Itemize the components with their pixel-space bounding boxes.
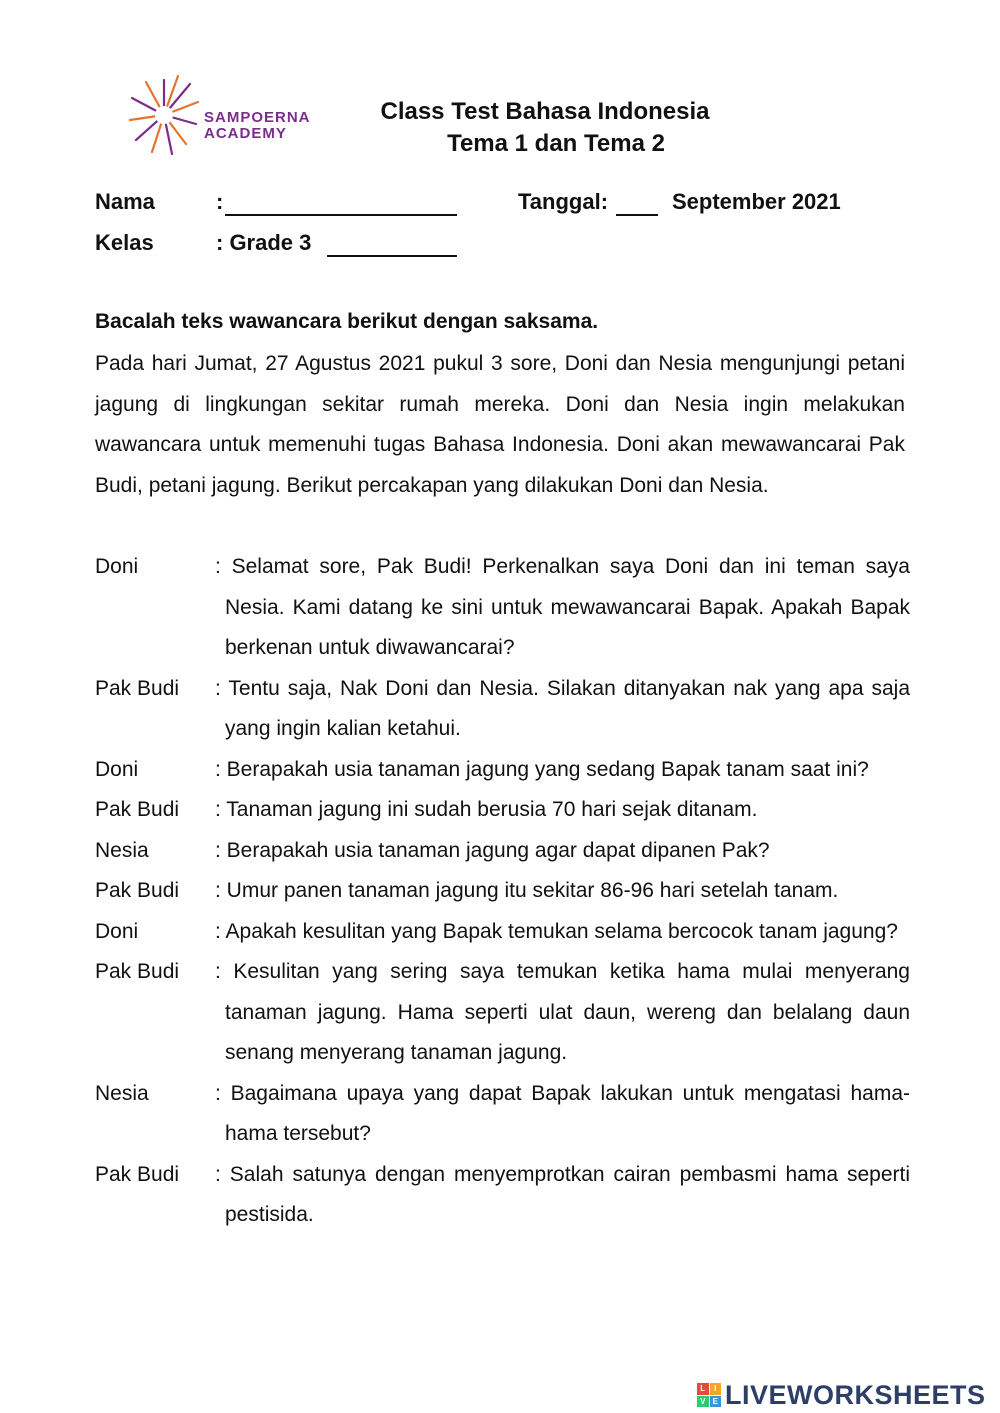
logo-letter: E	[710, 1396, 722, 1408]
liveworksheets-logo-icon	[697, 1383, 721, 1407]
speaker-name: Pak Budi	[95, 879, 180, 902]
class-label: Kelas	[95, 230, 154, 255]
dialogue-text: : Kesulitan yang sering saya temukan ketika hama mulai menyerang tanaman jagung. Hama seperti ulat daun, wereng dan belalang daun senang menyerang tanaman jagung.	[215, 960, 910, 1064]
dialogue-text: : Tentu saja, Nak Doni dan Nesia. Silakan ditanyakan nak yang apa saja yang ingin kalian ketahui.	[215, 676, 910, 740]
dialogue-line	[95, 547, 910, 669]
dialogue-text: : Tanaman jagung ini sudah berusia 70 hari sejak ditanam.	[215, 798, 758, 821]
dialogue-text: : Berapakah usia tanaman jagung yang sedang Bapak tanam saat ini?	[215, 757, 869, 781]
logo-line2: ACADEMY	[204, 125, 287, 142]
dialogue-line	[95, 912, 910, 953]
dialogue-line	[95, 1074, 910, 1155]
dialogue-text: : Umur panen tanaman jagung itu sekitar 86-96 hari setelah tanam.	[215, 879, 839, 902]
class-row	[95, 229, 915, 259]
watermark-text: LIVEWORKSHEETS	[725, 1379, 986, 1410]
title-line2: Tema 1 dan Tema 2	[447, 130, 665, 157]
date-label: Tanggal:	[518, 189, 609, 214]
title-line1: Class Test Bahasa Indonesia	[380, 98, 710, 125]
instruction-heading: Bacalah teks wawancara berikut dengan saksama.	[95, 310, 599, 333]
dialogue-line	[95, 750, 910, 791]
dialogue-line	[95, 952, 910, 1074]
dialogue-text: : Berapakah usia tanaman jagung agar dapat dipanen Pak?	[215, 838, 770, 862]
liveworksheets-watermark	[697, 1378, 986, 1412]
interview-dialogue	[95, 547, 910, 1236]
sampoerna-academy-logo	[126, 72, 326, 158]
class-field[interactable]	[327, 233, 457, 257]
dialogue-text: : Apakah kesulitan yang Bapak temukan selama bercocok tanam jagung?	[215, 919, 898, 943]
page-title	[330, 96, 760, 160]
dialogue-line	[95, 1155, 910, 1236]
speaker-name: Doni	[95, 555, 139, 578]
speaker-name: Pak Budi	[95, 960, 180, 983]
dialogue-line	[95, 831, 910, 872]
speaker-name: Doni	[95, 757, 139, 781]
intro-paragraph: Pada hari Jumat, 27 Agustus 2021 pukul 3 sore, Doni dan Nesia mengunjungi petani jagung di lingkungan sekitar rumah mereka. Doni dan Nesia ingin melakukan wawancara untuk memenuhi tugas Bahasa Indonesia. Doni akan mewawancarai Pak Budi, petani jagung. Berikut percakapan yang dilakukan Doni dan Nesia.	[95, 352, 905, 497]
dialogue-text: : Bagaimana upaya yang dapat Bapak lakukan untuk mengatasi hama-hama tersebut?	[215, 1081, 910, 1145]
name-date-row	[95, 188, 915, 218]
logo-letter: I	[710, 1383, 722, 1395]
dialogue-line	[95, 669, 910, 750]
logo-letter: L	[697, 1383, 709, 1395]
name-label: Nama	[95, 189, 155, 214]
speaker-name: Pak Budi	[95, 798, 180, 821]
date-value: September 2021	[672, 189, 841, 214]
class-value: : Grade 3	[216, 230, 312, 255]
speaker-name: Pak Budi	[95, 1162, 180, 1186]
date-day-field[interactable]	[616, 192, 658, 216]
name-field[interactable]	[225, 192, 457, 216]
speaker-name: Pak Budi	[95, 676, 180, 700]
name-colon: :	[216, 189, 224, 214]
speaker-name: Nesia	[95, 1081, 149, 1105]
starburst-icon	[126, 72, 202, 158]
dialogue-line	[95, 871, 910, 912]
logo-letter: V	[697, 1396, 709, 1408]
logo-line1: SAMPOERNA	[204, 109, 311, 126]
dialogue-text: : Selamat sore, Pak Budi! Perkenalkan saya Doni dan ini teman saya Nesia. Kami datang ke sini untuk mewawancarai Bapak. Apakah Bapak berkenan untuk diwawancarai?	[215, 555, 910, 659]
speaker-name: Nesia	[95, 838, 149, 862]
speaker-name: Doni	[95, 919, 139, 943]
dialogue-text: : Salah satunya dengan menyemprotkan cairan pembasmi hama seperti pestisida.	[215, 1162, 910, 1226]
dialogue-line	[95, 790, 910, 831]
